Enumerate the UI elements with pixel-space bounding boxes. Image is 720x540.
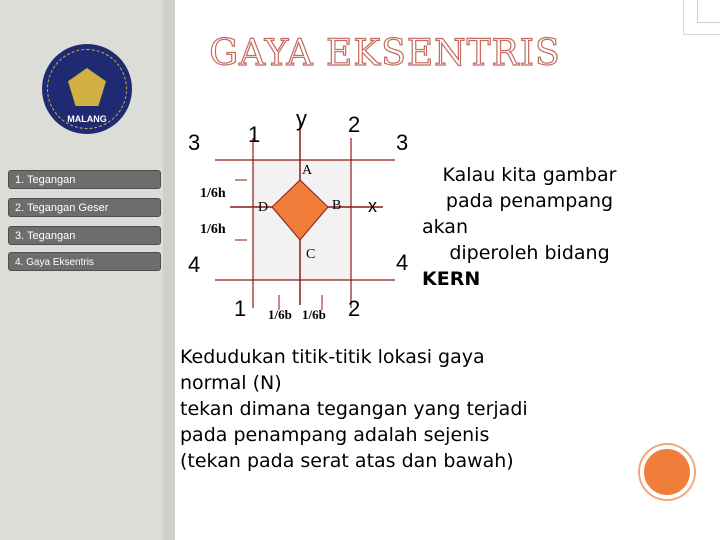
bottom-line-4: pada penampang adalah sejenis (180, 424, 490, 446)
y-axis-label: y (296, 106, 307, 131)
label-3-left: 3 (188, 130, 201, 155)
sidebar-item-tegangan-geser[interactable]: 2. Tegangan Geser (8, 198, 161, 217)
point-a-label: A (302, 163, 313, 178)
decorative-corner-inner (697, 0, 720, 23)
point-b-label: B (332, 198, 342, 213)
bottom-line-1: Kedudukan titik-titik lokasi gaya (180, 346, 485, 368)
point-d-label: D (258, 200, 269, 215)
bottom-line-2: normal (N) (180, 372, 282, 394)
dim-label-h-bottom: 1/6h (200, 222, 226, 237)
bottom-line-5: (tekan pada serat atas dan bawah) (180, 450, 514, 472)
label-4-left: 4 (188, 252, 201, 277)
bottom-line-3: tekan dimana tegangan yang terjadi (180, 398, 528, 420)
right-line-4-text: diperoleh bidang (449, 242, 610, 264)
label-4-right: 4 (396, 250, 409, 275)
x-axis-label: x (368, 196, 377, 216)
university-logo (42, 44, 132, 134)
right-line-4 (422, 240, 637, 266)
label-3-right: 3 (396, 130, 409, 155)
dim-label-b-right: 1/6b (302, 307, 326, 322)
logo-text: MALANG (67, 114, 107, 124)
decorative-corner (683, 0, 720, 35)
kern-word: KERN (422, 268, 481, 290)
kern-diagram (175, 100, 425, 340)
kern-explanation (422, 162, 637, 292)
sidebar-edge (163, 0, 175, 540)
right-line-3: akan (422, 216, 468, 238)
decorative-circle (640, 445, 694, 499)
bottom-paragraph (180, 344, 620, 474)
page-title: GAYA EKSENTRIS (209, 33, 561, 74)
sidebar-item-gaya-eksentris[interactable]: 4. Gaya Eksentris (8, 252, 161, 271)
right-line-2: pada penampang (445, 190, 614, 212)
label-2-top: 2 (348, 112, 361, 137)
label-1-bottom: 1 (234, 296, 247, 321)
sidebar-item-tegangan[interactable]: 1. Tegangan (8, 170, 161, 189)
right-line-1: Kalau kita gambar (442, 164, 617, 186)
label-2-bottom: 2 (348, 296, 361, 321)
dim-label-h-top: 1/6h (200, 186, 226, 201)
sidebar-item-tegangan-3[interactable]: 3. Tegangan (8, 226, 161, 245)
label-1-top: 1 (248, 122, 261, 147)
dim-label-b-left: 1/6b (268, 307, 292, 322)
sidebar (0, 0, 175, 540)
point-c-label: C (306, 247, 316, 262)
